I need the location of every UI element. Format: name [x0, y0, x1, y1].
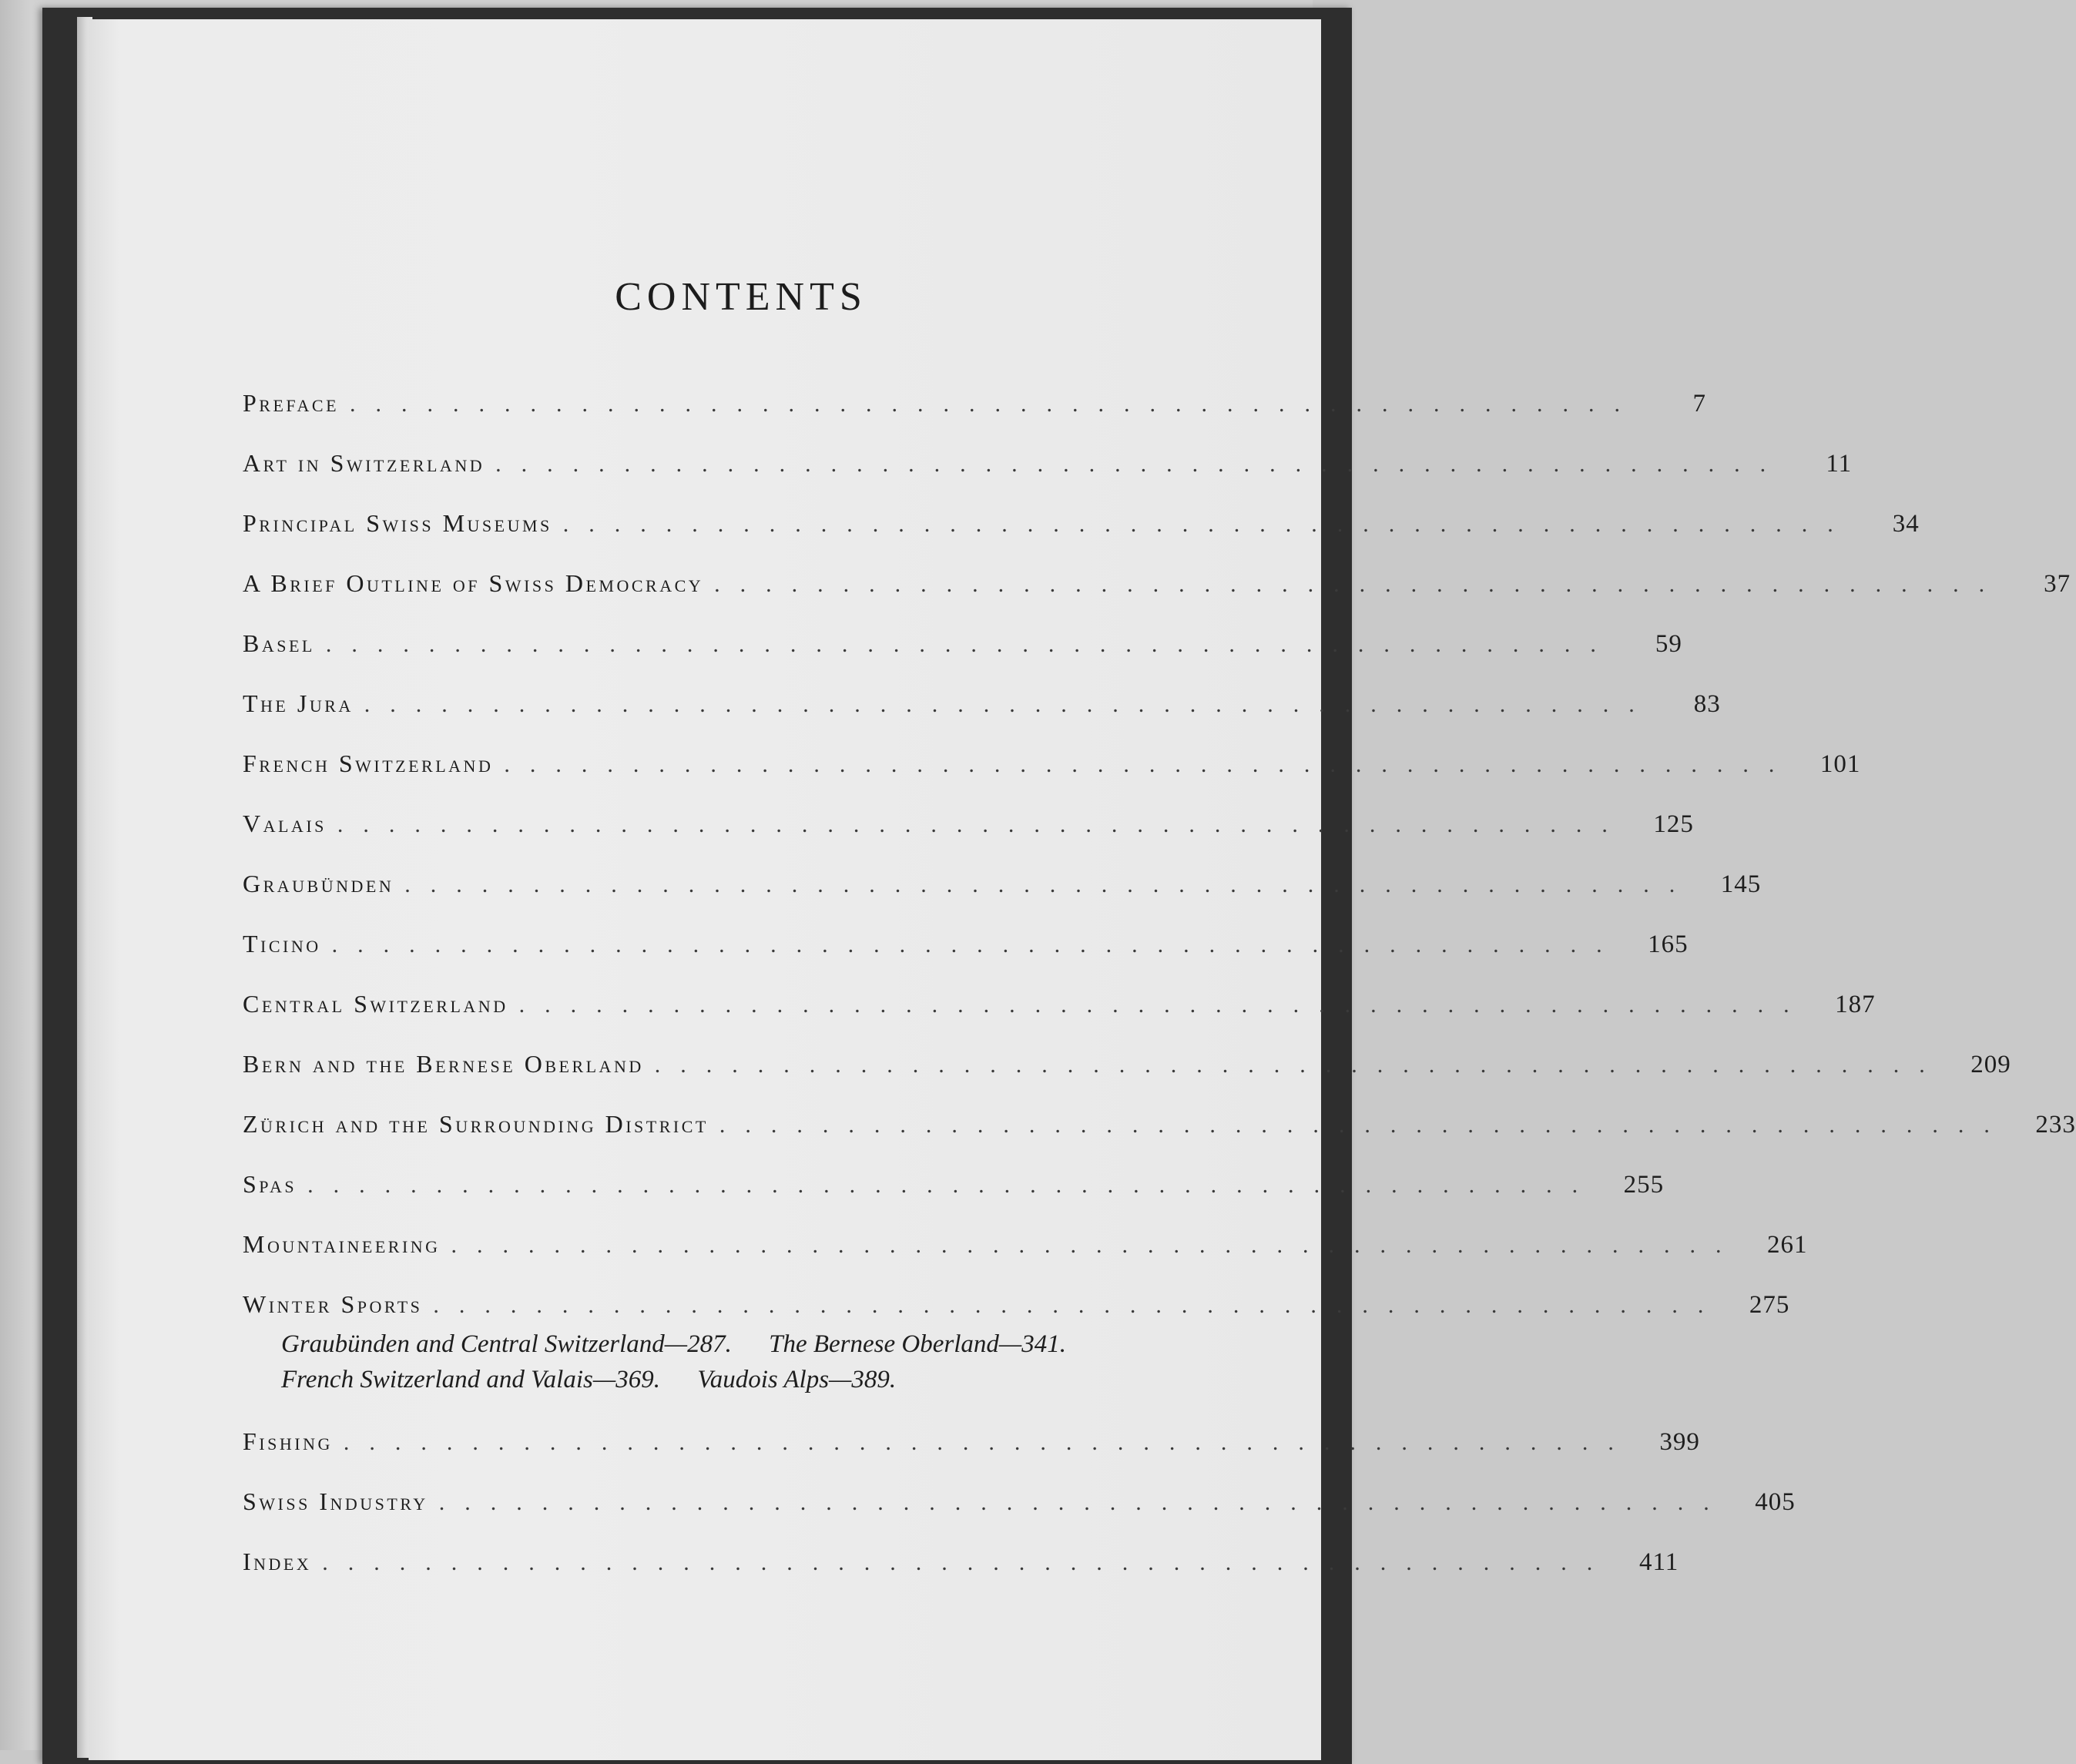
toc-entry — [243, 389, 1707, 432]
toc-entry-title: French Switzerland — [243, 750, 494, 777]
dot-leader: .................................................. — [343, 1430, 1634, 1455]
dot-leader: .................................................. — [495, 451, 1786, 477]
dot-leader: .................................................. — [714, 572, 2005, 597]
toc-page-number: 399 — [1659, 1428, 1700, 1456]
toc-entry — [243, 449, 1853, 492]
toc-page-number: 7 — [1692, 390, 1707, 418]
toc-entry — [243, 629, 1682, 672]
dot-leader: .................................................. — [307, 1172, 1598, 1198]
toc-entry — [243, 1170, 1665, 1213]
toc-entry — [243, 1230, 1808, 1273]
dot-leader: .................................................. — [518, 992, 1809, 1018]
dot-leader: .................................................. — [654, 1052, 1945, 1078]
toc-entry — [243, 810, 1694, 853]
subentry: Graubünden and Central Switzerland—287. — [281, 1330, 732, 1358]
toc-entry — [243, 1050, 2011, 1093]
subentry: French Switzerland and Valais—369. — [281, 1366, 660, 1393]
toc-page-number: 125 — [1653, 810, 1694, 838]
dot-leader: .................................................. — [325, 632, 1616, 657]
toc-page-number: 405 — [1755, 1488, 1796, 1516]
toc-entry-title: Preface — [243, 389, 340, 417]
toc-entry-title: Art in Switzerland — [243, 449, 485, 477]
subentry: The Bernese Oberland—341. — [769, 1330, 1066, 1358]
toc-entry — [243, 1427, 1700, 1471]
contents-heading: CONTENTS — [615, 275, 867, 319]
toc-page-number: 37 — [2044, 570, 2071, 598]
toc-entry-title: Central Switzerland — [243, 990, 508, 1018]
toc-entry-title: Swiss Industry — [243, 1487, 428, 1515]
toc-entry-title: Valais — [243, 810, 327, 837]
toc-page-number: 275 — [1749, 1291, 1790, 1319]
subentry-line — [281, 1326, 1206, 1362]
toc-page-number: 11 — [1826, 450, 1853, 478]
dot-leader: .................................................. — [350, 391, 1641, 417]
toc-entry — [243, 1548, 1679, 1591]
dot-leader: .................................................. — [438, 1490, 1729, 1515]
toc-entry — [243, 1487, 1796, 1531]
dot-leader: .................................................. — [719, 1112, 2010, 1138]
dot-leader: .................................................. — [433, 1293, 1724, 1318]
toc-entry-title: Bern and the Bernese Oberland — [243, 1050, 644, 1078]
toc-entry — [243, 990, 1876, 1033]
dot-leader: .................................................. — [562, 511, 1853, 537]
dot-leader: .................................................. — [331, 932, 1622, 957]
toc-entry — [243, 870, 1762, 913]
toc-entry-title: Ticino — [243, 930, 321, 957]
toc-page-number: 34 — [1892, 510, 1920, 538]
toc-page-number: 101 — [1819, 750, 1861, 778]
toc-page-number: 187 — [1835, 991, 1876, 1018]
toc-entry-title: The Jura — [243, 689, 354, 717]
dot-leader: .................................................. — [504, 752, 1795, 777]
toc-page-number: 59 — [1655, 630, 1682, 658]
toc-entry — [243, 930, 1689, 973]
toc-entry-title: Fishing — [243, 1427, 333, 1455]
toc-entry — [243, 750, 1861, 793]
toc-page-number: 209 — [1970, 1051, 2011, 1078]
toc-entry — [243, 509, 1920, 552]
dot-leader: .................................................. — [337, 812, 1628, 837]
toc-entry-title: Basel — [243, 629, 315, 657]
toc-entry-title: Zürich and the Surrounding District — [243, 1110, 709, 1138]
toc-page-number: 233 — [2035, 1111, 2076, 1139]
toc-entry — [243, 689, 1721, 733]
toc-entry-title: Spas — [243, 1170, 297, 1198]
winter-sports-subentries — [281, 1326, 1206, 1397]
toc-page-number: 261 — [1767, 1231, 1808, 1259]
toc-entry-title: Graubünden — [243, 870, 394, 897]
dot-leader: .................................................. — [364, 692, 1655, 717]
dot-leader: .................................................. — [322, 1550, 1613, 1575]
dot-leader: .................................................. — [451, 1232, 1742, 1258]
toc-entry-title: Index — [243, 1548, 312, 1575]
toc-entry — [243, 1110, 2076, 1153]
toc-page-number: 83 — [1693, 690, 1721, 718]
toc-page-number: 165 — [1648, 931, 1689, 958]
toc-entry-title: Principal Swiss Museums — [243, 509, 552, 537]
subentry-line — [281, 1362, 1206, 1397]
toc-page-number: 411 — [1638, 1548, 1679, 1576]
toc-entry — [243, 569, 2071, 612]
toc-entry-title: Winter Sports — [243, 1290, 423, 1318]
toc-entry-title: Mountaineering — [243, 1230, 441, 1258]
subentry: Vaudois Alps—389. — [697, 1366, 897, 1393]
toc-page-number: 145 — [1720, 870, 1762, 898]
toc-page-number: 255 — [1623, 1171, 1665, 1199]
toc-entry-title: A Brief Outline of Swiss Democracy — [243, 569, 704, 597]
dot-leader: .................................................. — [404, 872, 1695, 897]
